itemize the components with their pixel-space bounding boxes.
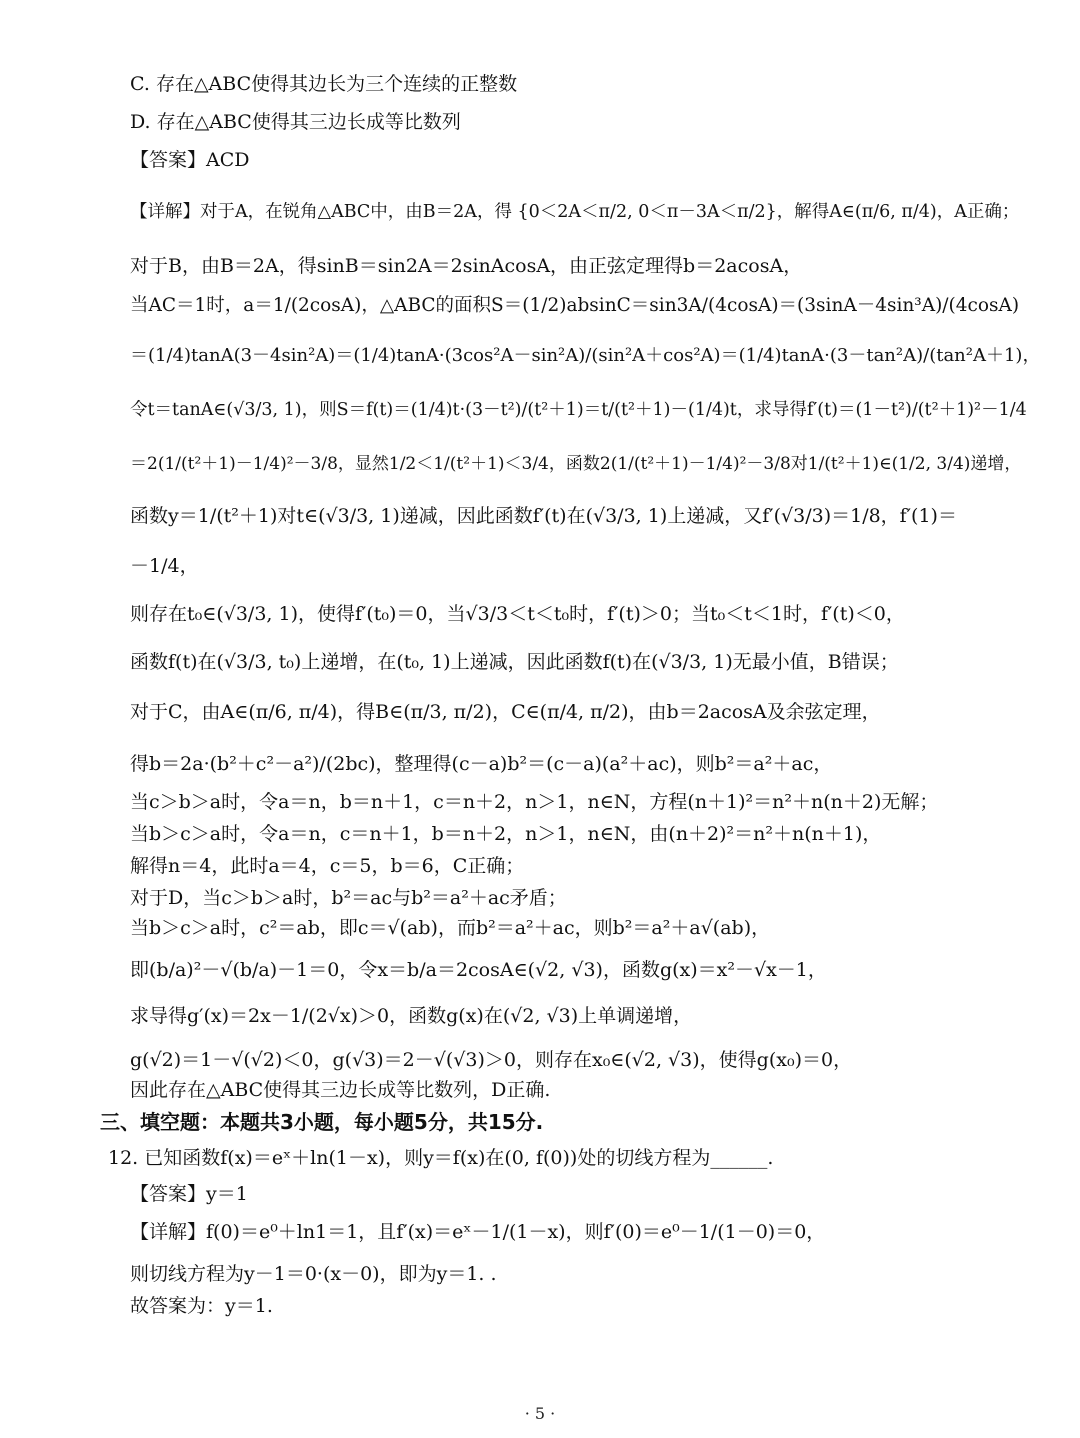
detail-line: 对于C，由A∈(π/6, π/4)，得B∈(π/3, π/2)，C∈(π/4, π/2)，由b＝2acosA及余弦定理， [130,701,881,723]
detail-line: 则存在t₀∈(√3/3, 1)，使得f′(t₀)＝0，当√3/3＜t＜t₀时，f′(t)＞0；当t₀＜t＜1时，f′(t)＜0， [130,603,905,625]
detail-line: 函数y＝1/(t²＋1)对t∈(√3/3, 1)递减，因此函数f′(t)在(√3/3, 1)上递减，又f′(√3/3)＝1/8，f′(1)＝ [130,505,957,527]
detail-line: 对于D，当c＞b＞a时，b²＝ac与b²＝a²＋ac矛盾； [130,887,567,909]
detail-12-line: 则切线方程为y－1＝0·(x－0)，即为y＝1. . [130,1263,497,1285]
detail-line: －1/4， [130,555,199,577]
detail-12-line: 【详解】f(0)＝e⁰＋ln1＝1，且f′(x)＝eˣ－1/(1－x)，则f′(0)＝e⁰－1/(1－0)＝0， [130,1221,826,1243]
question-12: 12. 已知函数f(x)＝eˣ＋ln(1－x)，则y＝f(x)在(0, f(0))处的切线方程为______. [108,1147,774,1169]
detail-line: ＝(1/4)tanA(3－4sin²A)＝(1/4)tanA·(3cos²A－sin²A)/(sin²A＋cos²A)＝(1/4)tanA·(3－tan²A)/(tan²A＋1)， [130,345,1041,366]
detail-line: 对于B，由B＝2A，得sinB＝sin2A＝2sinAcosA，由正弦定理得b＝2acosA， [130,255,803,277]
detail-line: ＝2(1/(t²＋1)－1/4)²－3/8，显然1/2＜1/(t²＋1)＜3/4，函数2(1/(t²＋1)－1/4)²－3/8对1/(t²＋1)∈(1/2, 3/4)递增， [130,454,1022,474]
detail-line: 令t＝tanA∈(√3/3, 1)，则S＝f(t)＝(1/4)t·(3－t²)/(t²＋1)＝t/(t²＋1)－(1/4)t，求导得f′(t)＝(1－t²)/(t²＋1)²－1/4 [130,400,1027,420]
detail-line: 当b＞c＞a时，令a＝n，c＝n＋1，b＝n＋2，n＞1，n∈N，由(n＋2)²＝n²＋n(n＋1)， [130,823,882,845]
answer-12: 【答案】y＝1 [130,1183,248,1205]
detail-line: g(√2)＝1－√(√2)＜0，g(√3)＝2－√(√3)＞0，则存在x₀∈(√2, √3)，使得g(x₀)＝0， [130,1049,853,1071]
detail-line: 解得n＝4，此时a＝4，c＝5，b＝6，C正确； [130,855,525,877]
detail-line: 【详解】对于A，在锐角△ABC中，由B＝2A，得 {0＜2A＜π/2, 0＜π－3A＜π/2}，解得A∈(π/6, π/4)，A正确； [130,202,1020,222]
option-c: C. 存在△ABC使得其边长为三个连续的正整数 [130,73,518,95]
detail-line: 函数f(t)在(√3/3, t₀)上递增，在(t₀, 1)上递减，因此函数f(t)在(√3/3, 1)无最小值，B错误； [130,651,899,673]
detail-line: 即(b/a)²－√(b/a)－1＝0，令x＝b/a＝2cosA∈(√2, √3)，函数g(x)＝x²－√x－1， [130,959,827,981]
page-number: · 5 · [524,1404,556,1423]
answer-11: 【答案】ACD [130,149,250,171]
detail-line: 得b＝2a·(b²＋c²－a²)/(2bc)，整理得(c－a)b²＝(c－a)(a²＋ac)，则b²＝a²＋ac， [130,753,833,775]
detail-line: 求导得g′(x)＝2x－1/(2√x)＞0，函数g(x)在(√2, √3)上单调递增， [130,1005,693,1027]
detail-12-line: 故答案为：y＝1. [130,1295,273,1317]
option-d: D. 存在△ABC使得其三边长成等比数列 [130,111,461,133]
detail-line: 因此存在△ABC使得其三边长成等比数列，D正确. [130,1079,551,1101]
detail-line: 当c＞b＞a时，令a＝n，b＝n＋1，c＝n＋2，n＞1，n∈N，方程(n＋1)²＝n²＋n(n＋2)无解； [130,791,939,813]
section-heading: 三、填空题：本题共3小题，每小题5分，共15分. [100,1110,544,1134]
detail-line: 当AC＝1时，a＝1/(2cosA)，△ABC的面积S＝(1/2)absinC＝sin3A/(4cosA)＝(3sinA－4sin³A)/(4cosA) [130,295,1020,316]
detail-line: 当b＞c＞a时，c²＝ab，即c＝√(ab)，而b²＝a²＋ac，则b²＝a²＋a√(ab)， [130,917,771,939]
